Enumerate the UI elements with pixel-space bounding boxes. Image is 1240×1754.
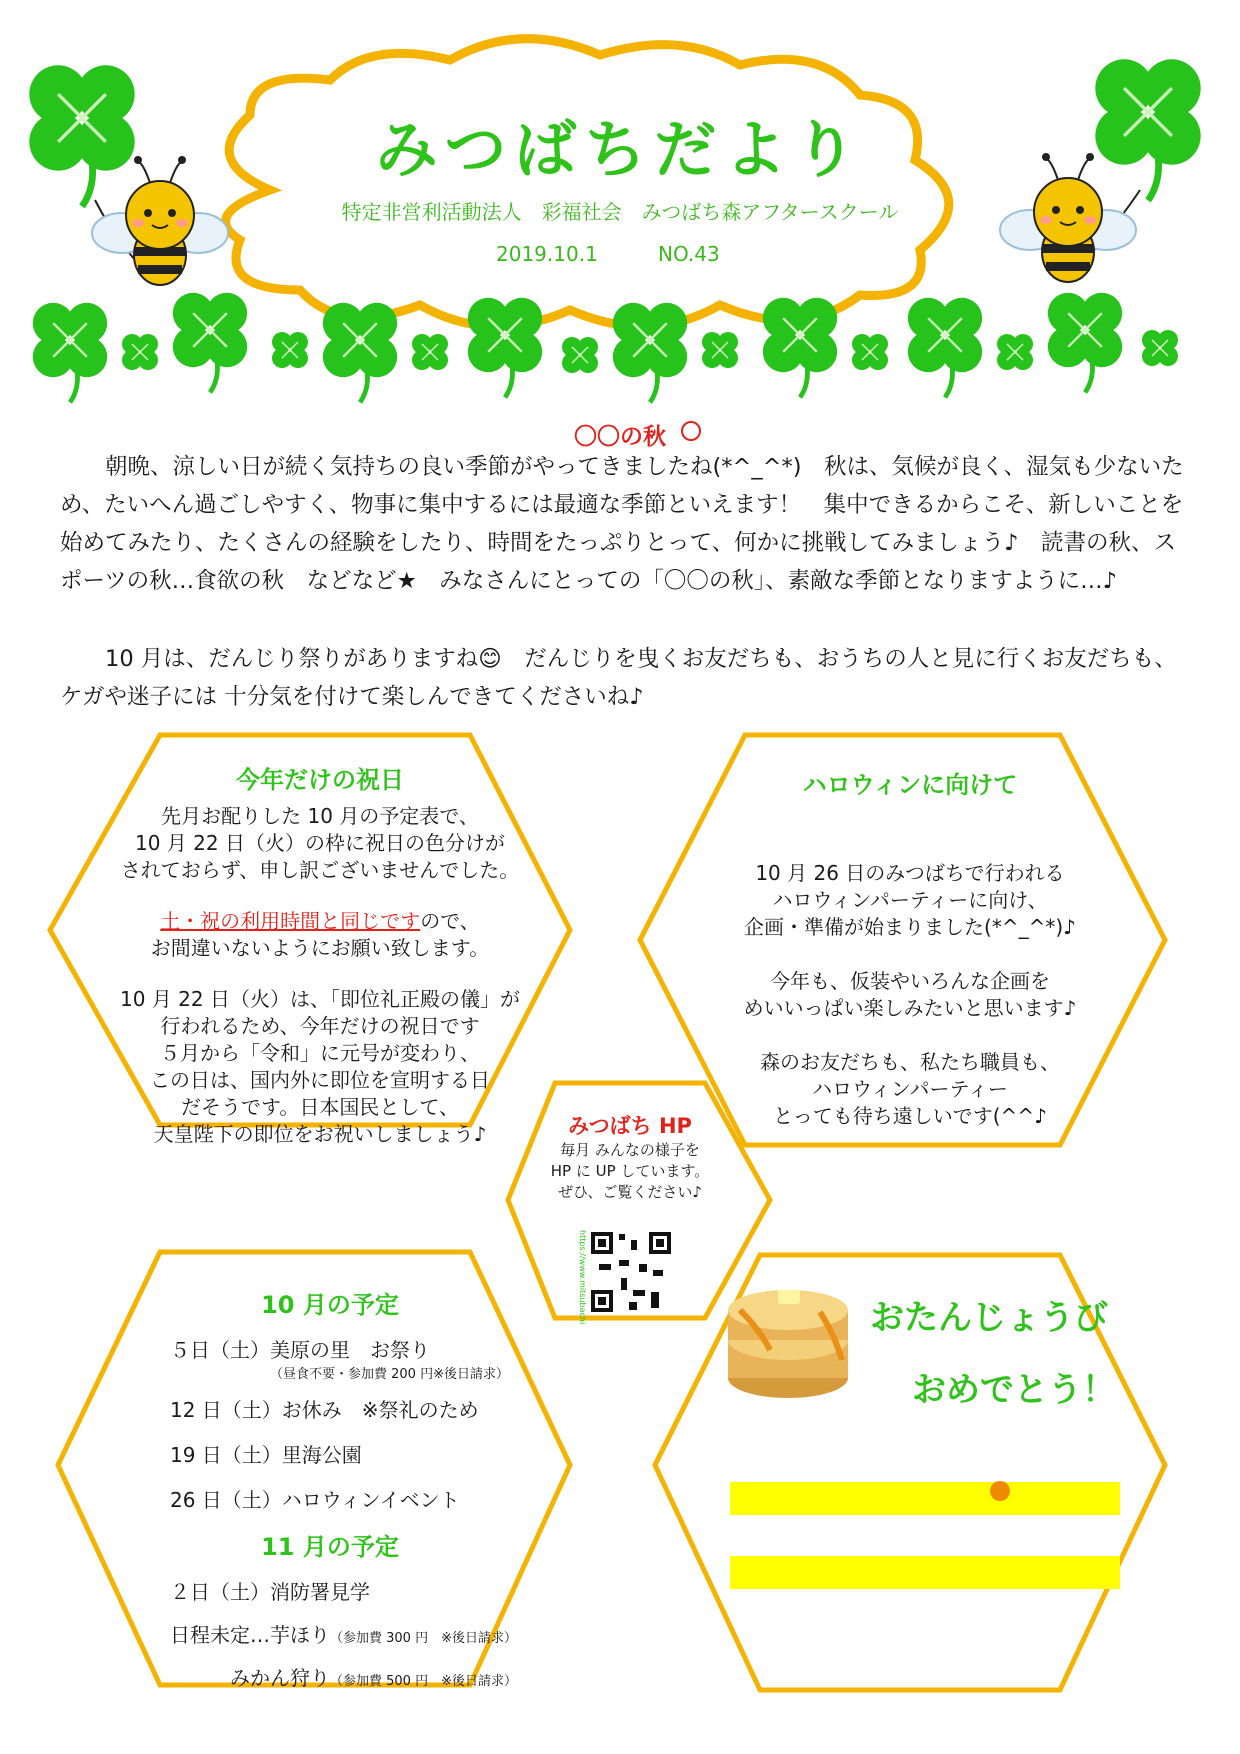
holiday-line: 天皇陛下の即位をお祝いしましょう♪ xyxy=(153,1122,487,1146)
schedule-item-with-note xyxy=(120,1619,540,1648)
qr-code xyxy=(589,1230,673,1314)
hp-heading: みつばち HP xyxy=(568,1114,692,1138)
halloween-line: めいいっぱい楽しみたいと思います♪ xyxy=(743,996,1077,1020)
issue-number: NO.43 xyxy=(658,242,720,266)
schedule-item: ２日（土）消防署見学 xyxy=(170,1580,370,1604)
schedule-item: みかん狩り xyxy=(230,1666,330,1690)
hp-line: ぜひ、ご覧ください♪ xyxy=(558,1183,702,1201)
november-heading: 11 月の予定 xyxy=(261,1533,399,1561)
hp-line: HP に UP しています。 xyxy=(550,1162,710,1180)
schedule-item: ５日（土）美原の里 お祭り xyxy=(170,1338,430,1362)
holiday-emphasis-tail: ので、 xyxy=(420,909,480,933)
schedule-item-with-note xyxy=(120,1662,540,1691)
holiday-line: されておらず、申し訳ございませんでした。 xyxy=(120,858,520,882)
halloween-line: 今年も、仮装やいろんな企画を xyxy=(770,969,1050,993)
schedule-note: （昼食不要・参加費 200 円※後日請求） xyxy=(270,1367,509,1382)
name-bar-2 xyxy=(730,1556,1120,1589)
birthday-line-2: おめでとう！ xyxy=(912,1370,1116,1410)
schedule-box xyxy=(120,1285,540,1691)
pancake-illustration xyxy=(728,1290,848,1398)
birthday-line-1: おたんじょうび xyxy=(870,1298,1108,1338)
holiday-line: だそうです。日本国民として、 xyxy=(181,1095,459,1119)
holiday-line: 先月お配りした 10 月の予定表で、 xyxy=(161,804,479,828)
halloween-line: ハロウィンパーティーに向け、 xyxy=(772,888,1048,912)
holiday-line: この日は、国内外に即位を宣明する日 xyxy=(150,1068,490,1092)
halloween-line: 企画・準備が始まりました(*^_^*)♪ xyxy=(744,915,1076,939)
halloween-heading: ハロウィンに向けて xyxy=(802,771,1018,799)
halloween-line: ハロウィンパーティー xyxy=(812,1077,1008,1101)
schedule-item: 日程未定…芋ほり xyxy=(170,1623,330,1647)
holiday-box xyxy=(110,760,530,1148)
holiday-line: 10 月 22 日（火）は、「即位礼正殿の儀」が xyxy=(120,987,520,1011)
holiday-line: お間違いないようにお願い致します。 xyxy=(150,936,490,960)
halloween-box xyxy=(700,765,1120,1130)
newsletter-title: みつばちだより xyxy=(375,113,865,186)
pumpkin-icon xyxy=(990,1481,1010,1501)
halloween-line: 森のお友だちも、私たち職員も、 xyxy=(760,1050,1060,1074)
hp-line: 毎月 みんなの様子を xyxy=(560,1141,700,1159)
hp-box xyxy=(525,1110,735,1203)
halloween-line: とっても待ち遠しいです(^^♪ xyxy=(773,1104,1047,1128)
intro-paragraph-1: 朝晩、涼しい日が続く気持ちの良い季節がやってきましたね(*^_^*) 秋は、気候が良く、湿気も少ないため、たいへん過ごしやすく、物事に集中するには最適な季節といえます！ 集中できるからこそ、新しいことを始めてみたり、たくさんの経験をしたり、時間をたっぷりとって、何かに挑戦してみましょう♪ 読書の秋、スポーツの秋…食欲の秋 などなど★ みなさんにとっての「〇〇の秋」、素敵な季節となりますように…♪ xyxy=(60,454,1184,594)
section-heading-autumn: 〇〇の秋 xyxy=(574,424,666,450)
issue-date: 2019.10.1 xyxy=(496,242,598,266)
organization-name: 特定非営利活動法人 彩福社会 みつばち森アフタースクール xyxy=(341,200,899,224)
name-bar-1 xyxy=(730,1482,1120,1515)
schedule-note: （参加費 300 円 ※後日請求） xyxy=(330,1631,517,1646)
halloween-line: 10 月 26 日のみつばちで行われる xyxy=(755,861,1065,885)
october-heading: 10 月の予定 xyxy=(261,1291,399,1319)
qr-caption[interactable]: https://www.mitsubachi xyxy=(578,1230,587,1325)
holiday-line: 行われるため、今年だけの祝日です xyxy=(160,1014,480,1038)
schedule-item: 12 日（土）お休み ※祭礼のため xyxy=(170,1398,479,1422)
schedule-note: （参加費 500 円 ※後日請求） xyxy=(330,1674,517,1689)
intro-paragraph-2: 10 月は、だんじり祭りがありますね😊 だんじりを曳くお友だちも、おうちの人と見に行くお友だちも、ケガや迷子には 十分気を付けて楽しんできてくださいね♪ xyxy=(60,646,1177,710)
schedule-item: 19 日（土）里海公園 xyxy=(170,1443,362,1467)
holiday-heading: 今年だけの祝日 xyxy=(236,766,404,794)
holiday-line: 10 月 22 日（火）の枠に祝日の色分けが xyxy=(135,831,505,855)
schedule-item: 26 日（土）ハロウィンイベント xyxy=(170,1488,460,1512)
holiday-emphasis: 土・祝の利用時間と同じです xyxy=(160,909,421,933)
holiday-emphasis-line xyxy=(110,908,530,935)
holiday-line: ５月から「令和」に元号が変わり、 xyxy=(160,1041,480,1065)
